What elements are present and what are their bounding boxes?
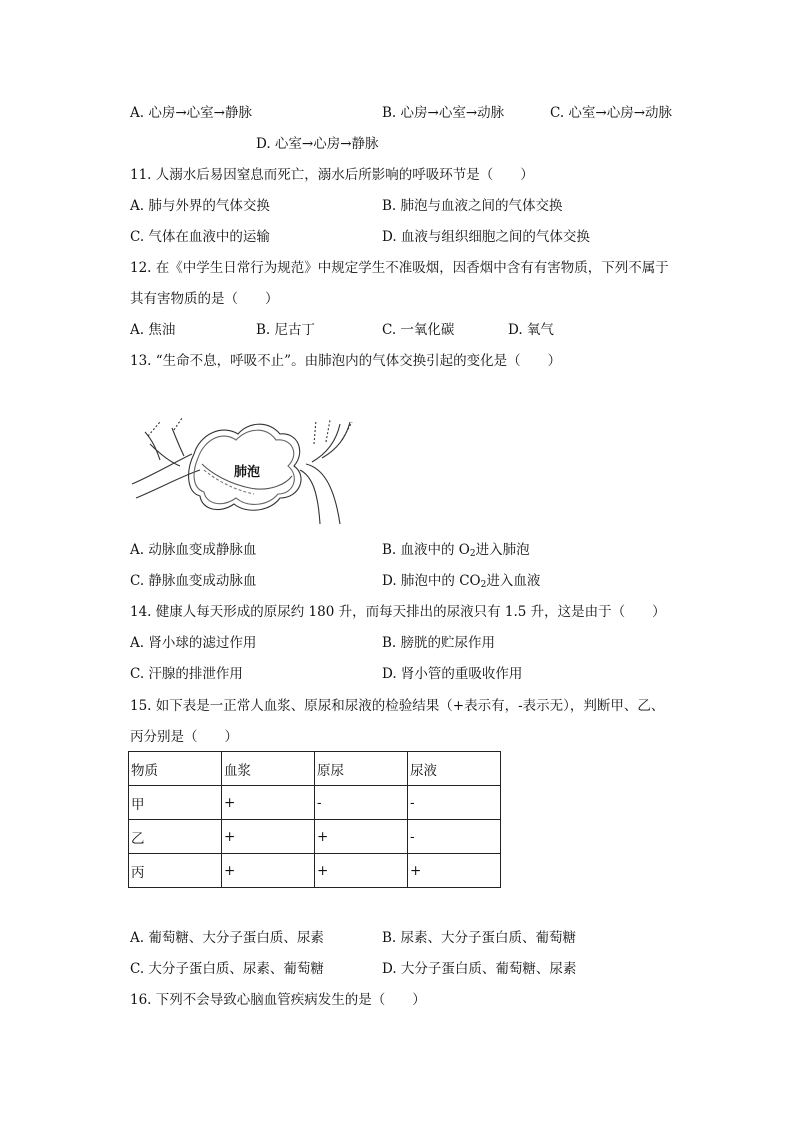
q15-stem-line1: 15. 如下表是一正常人血浆、原尿和尿液的检验结果（+表示有，-表示无），判断甲、乙、	[130, 698, 665, 714]
q12-option-c: C. 一氧化碳	[382, 322, 455, 338]
q15-option-c: C. 大分子蛋白质、尿素、葡萄糖	[130, 961, 324, 977]
q13-option-d-text-end: 进入血液	[486, 573, 541, 589]
table-cell: 乙	[129, 820, 222, 854]
q13-option-b	[382, 541, 530, 563]
q13-option-b-text: B. 血液中的 O	[382, 542, 470, 558]
table-header-cell: 原尿	[315, 752, 408, 786]
q13-option-b-text-end: 进入肺泡	[475, 542, 530, 558]
table-cell: 丙	[129, 854, 222, 888]
q13-option-a: A. 动脉血变成静脉血	[130, 542, 257, 558]
table-cell: 甲	[129, 786, 222, 820]
q14-option-d: D. 肾小管的重吸收作用	[382, 666, 523, 682]
q15-table	[128, 751, 501, 888]
q12-option-a: A. 焦油	[130, 322, 176, 338]
q11-option-d: D. 血液与组织细胞之间的气体交换	[382, 229, 590, 245]
q13-option-c: C. 静脉血变成动脉血	[130, 573, 257, 589]
table-cell: +	[315, 854, 408, 888]
table-header-cell: 物质	[129, 752, 222, 786]
q12-stem-line2: 其有害物质的是（ ）	[130, 291, 279, 307]
alveolus-label: 肺泡	[234, 465, 261, 480]
table-cell: +	[222, 786, 315, 820]
q11-stem: 11. 人溺水后易因窒息而死亡，溺水后所影响的呼吸环节是（ ）	[130, 167, 534, 183]
q10-option-b: B. 心房→心室→动脉	[382, 105, 505, 121]
q13-option-d-text: D. 肺泡中的 CO	[382, 573, 481, 589]
q14-option-b: B. 膀胱的贮尿作用	[382, 635, 496, 651]
q10-option-a: A. 心房→心室→静脉	[130, 105, 252, 121]
table-row	[129, 854, 501, 888]
q14-option-a: A. 肾小球的滤过作用	[130, 635, 257, 651]
q12-stem-line1: 12. 在《中学生日常行为规范》中规定学生不准吸烟，因香烟中含有有害物质，下列不属于	[130, 260, 669, 276]
table-header-cell: 尿液	[408, 752, 501, 786]
q12-option-b: B. 尼古丁	[256, 322, 316, 338]
q15-option-a: A. 葡萄糖、大分子蛋白质、尿素	[130, 930, 324, 946]
q11-option-c: C. 气体在血液中的运输	[130, 229, 270, 245]
left-airway-lower	[136, 470, 200, 498]
q11-option-b: B. 肺泡与血液之间的气体交换	[382, 198, 563, 214]
q15-option-b: B. 尿素、大分子蛋白质、葡萄糖	[382, 930, 577, 946]
table-row	[129, 786, 501, 820]
q10-option-d: D. 心室→心房→静脉	[256, 136, 379, 152]
q13-option-d	[382, 572, 540, 594]
q13-option-b-subscript: 2	[469, 549, 476, 559]
table-cell: -	[315, 786, 408, 820]
q12-option-d: D. 氧气	[508, 322, 554, 338]
table-cell: +	[408, 854, 501, 888]
q13-stem: 13. “生命不息，呼吸不止”。由肺泡内的气体交换引起的变化是（ ）	[130, 353, 562, 369]
q13-option-d-subscript: 2	[480, 580, 487, 590]
table-cell: -	[408, 820, 501, 854]
table-header-row	[129, 752, 501, 786]
left-airway-upper	[132, 454, 192, 484]
alveolus-figure	[130, 414, 362, 530]
table-cell: +	[315, 820, 408, 854]
q11-option-a: A. 肺与外界的气体交换	[130, 198, 270, 214]
right-vessel-2	[306, 464, 340, 524]
q15-stem-line2: 丙分别是（ ）	[130, 729, 238, 745]
q14-option-c: C. 汗腺的排泄作用	[130, 666, 243, 682]
table-header-cell: 血浆	[222, 752, 315, 786]
right-vessel-1	[300, 470, 320, 524]
q14-stem: 14. 健康人每天形成的原尿约 180 升，而每天排出的尿液只有 1.5 升，这是由于（ ）	[130, 604, 666, 620]
alveolus-drawing	[130, 414, 362, 530]
table-cell: +	[222, 820, 315, 854]
q15-option-d: D. 大分子蛋白质、葡萄糖、尿素	[382, 961, 577, 977]
q16-stem: 16. 下列不会导致心脑血管疾病发生的是（ ）	[130, 992, 426, 1008]
q10-option-c: C. 心室→心房→动脉	[550, 105, 673, 121]
table-cell: +	[222, 854, 315, 888]
table-row	[129, 820, 501, 854]
table-cell: -	[408, 786, 501, 820]
